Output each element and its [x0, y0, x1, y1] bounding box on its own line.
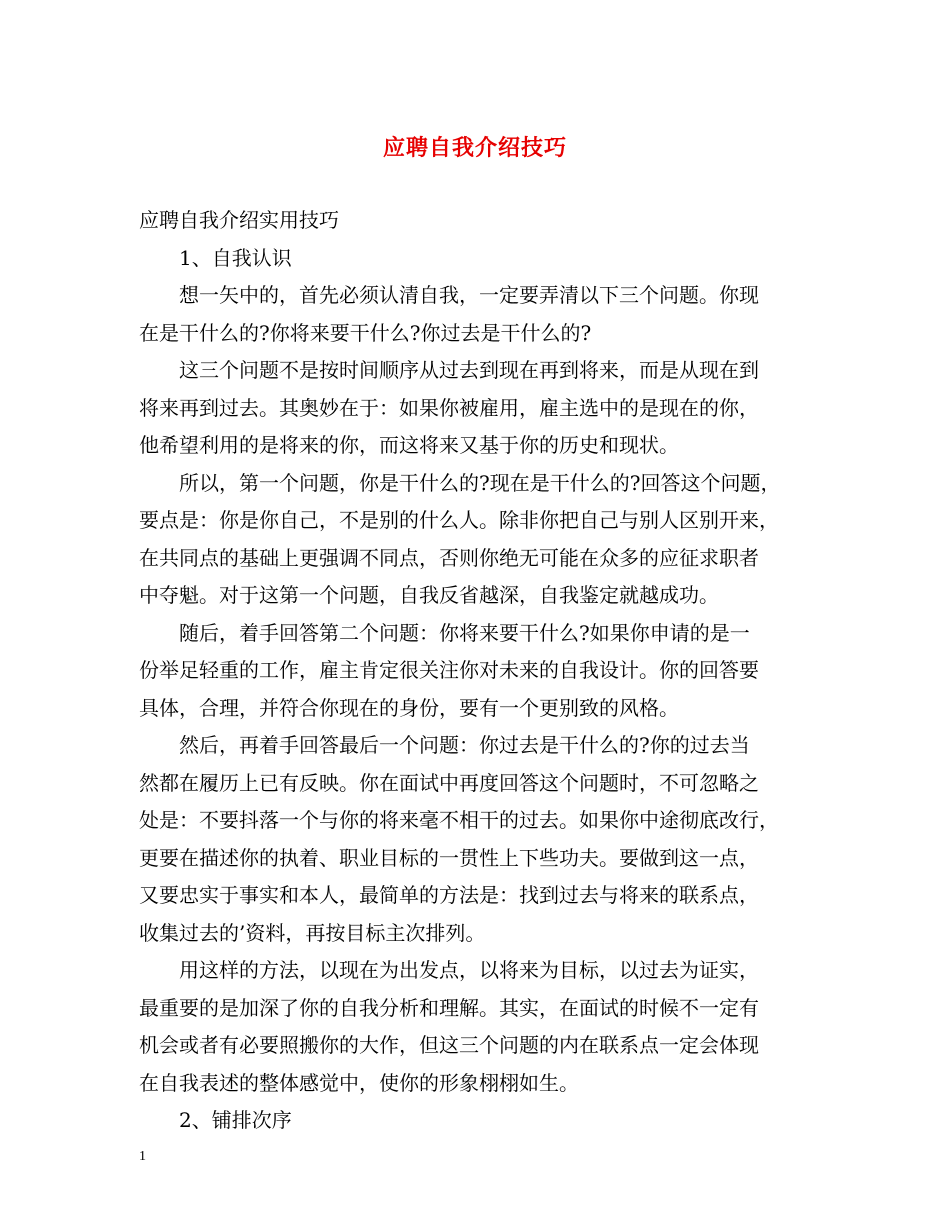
body-line: 更要在描述你的执着、职业目标的一贯性上下些功夫。要做到这一点，: [139, 845, 759, 870]
body-line: 想一矢中的，首先必须认清自我，一定要弄清以下三个问题。你现: [179, 283, 759, 307]
section-1-heading: 1、自我认识: [179, 245, 292, 270]
document-title: 应聘自我介绍技巧: [382, 135, 567, 161]
body-line: 他希望利用的是将来的你，而这将来又基于你的历史和现状。: [139, 433, 679, 457]
document-body: [139, 202, 829, 1140]
body-line: 所以，第一个问题，你是干什么的?现在是干什么的?回答这个问题，: [179, 470, 781, 495]
body-line: 收集过去的’资料，再按目标主次排列。: [139, 920, 486, 945]
body-line: 要点是：你是你自己，不是别的什么人。除非你把自己与别人区别开来，: [139, 508, 779, 532]
body-line: 随后，着手回答第二个问题：你将来要干什么?如果你申请的是一: [179, 620, 750, 645]
body-line: 在自我表述的整体感觉中，使你的形象栩栩如生。: [139, 1070, 579, 1095]
body-line: 然都在履历上已有反映。你在面试中再度回答这个问题时，不可忽略之: [139, 770, 759, 795]
body-line: 机会或者有必要照搬你的大作，但这三个问题的内在联系点一定会体现: [139, 1033, 759, 1057]
body-line: 然后，再着手回答最后一个问题：你过去是干什么的?你的过去当: [179, 733, 750, 757]
body-line: 用这样的方法，以现在为出发点，以将来为目标，以过去为证实，: [179, 958, 759, 982]
body-line: 处是：不要抖落一个与你的将来毫不相干的过去。如果你中途彻底改行，: [139, 808, 779, 832]
body-line: 在共同点的基础上更强调不同点，否则你绝无可能在众多的应征求职者: [139, 545, 759, 570]
body-line: 这三个问题不是按时间顺序从过去到现在再到将来，而是从现在到: [179, 358, 759, 382]
body-line: 在是干什么的?你将来要干什么?你过去是干什么的?: [139, 320, 592, 345]
body-line: 又要忠实于事实和本人，最简单的方法是：找到过去与将来的联系点，: [139, 883, 759, 907]
page-number: 1: [139, 1149, 146, 1164]
body-line: 最重要的是加深了你的自我分析和理解。其实，在面试的时候不一定有: [139, 995, 759, 1020]
body-line: 中夺魁。对于这第一个问题，自我反省越深，自我鉴定就越成功。: [139, 583, 719, 607]
body-line: 份举足轻重的工作，雇主肯定很关注你对未来的自我设计。你的回答要: [139, 658, 759, 682]
body-line: 具体，合理，并符合你现在的身份，要有一个更别致的风格。: [139, 695, 679, 720]
body-line: 将来再到过去。其奥妙在于：如果你被雇用，雇主选中的是现在的你，: [139, 395, 759, 420]
section-2-heading: 2、铺排次序: [179, 1108, 292, 1132]
section-heading: 应聘自我介绍实用技巧: [139, 208, 339, 232]
